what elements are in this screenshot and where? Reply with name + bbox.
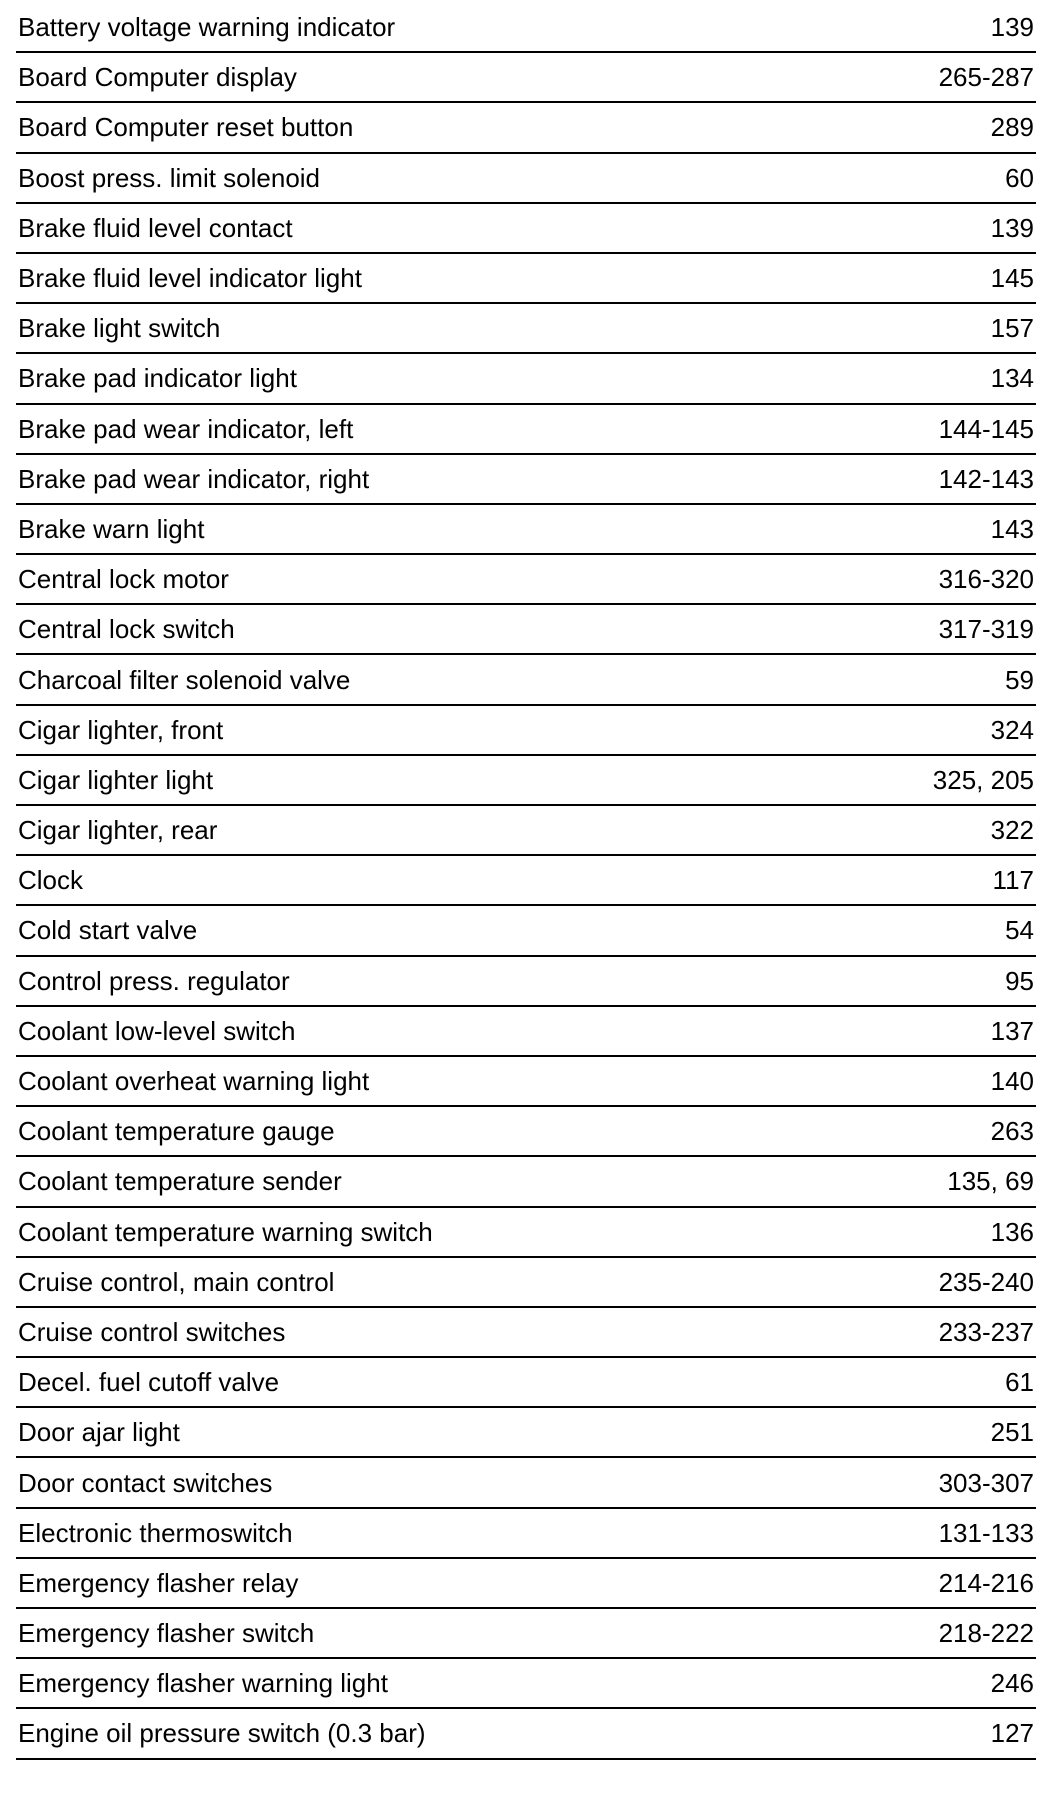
component-name: Engine oil pressure switch (0.3 bar) <box>18 1718 426 1749</box>
component-name: Charcoal filter solenoid valve <box>18 664 351 695</box>
page-reference: 59 <box>1005 664 1034 695</box>
table-row <box>16 555 1036 605</box>
table-row <box>16 53 1036 103</box>
component-name: Cigar lighter light <box>18 764 214 795</box>
table-row <box>16 1609 1036 1659</box>
page-reference: 233-237 <box>938 1316 1034 1347</box>
table-row <box>16 1408 1036 1458</box>
component-name: Clock <box>18 865 84 896</box>
table-row <box>16 204 1036 254</box>
table-row <box>16 1509 1036 1559</box>
component-name: Decel. fuel cutoff valve <box>18 1367 280 1398</box>
page-reference: 95 <box>1005 965 1034 996</box>
component-name: Cigar lighter, front <box>18 714 224 745</box>
component-name: Coolant low-level switch <box>18 1015 296 1046</box>
component-name: Coolant temperature sender <box>18 1166 342 1197</box>
page-reference: 263 <box>990 1116 1034 1147</box>
component-name: Door ajar light <box>18 1417 180 1448</box>
page-reference: 142-143 <box>938 463 1034 494</box>
page-reference: 127 <box>990 1718 1034 1749</box>
table-row <box>16 1007 1036 1057</box>
table-row <box>16 505 1036 555</box>
table-row <box>16 3 1036 53</box>
page-reference: 137 <box>990 1015 1034 1046</box>
component-name: Control press. regulator <box>18 965 290 996</box>
table-row <box>16 1358 1036 1408</box>
page-reference: 322 <box>990 815 1034 846</box>
component-name: Emergency flasher switch <box>18 1618 315 1649</box>
page-reference: 251 <box>990 1417 1034 1448</box>
page-reference: 61 <box>1005 1367 1034 1398</box>
page-reference: 214-216 <box>938 1567 1034 1598</box>
table-row <box>16 1208 1036 1258</box>
page-reference: 135, 69 <box>947 1166 1034 1197</box>
page-reference: 289 <box>990 112 1034 143</box>
page-reference: 139 <box>990 212 1034 243</box>
table-row <box>16 706 1036 756</box>
page-reference: 136 <box>990 1216 1034 1247</box>
component-name: Boost press. limit solenoid <box>18 162 321 193</box>
component-name: Cruise control, main control <box>18 1266 335 1297</box>
page-reference: 60 <box>1005 162 1034 193</box>
page-reference: 235-240 <box>938 1266 1034 1297</box>
table-row <box>16 856 1036 906</box>
component-name: Brake pad wear indicator, left <box>18 413 354 444</box>
table-row <box>16 1559 1036 1609</box>
table-row <box>16 455 1036 505</box>
table-row <box>16 1107 1036 1157</box>
page-reference: 139 <box>990 12 1034 43</box>
table-row <box>16 906 1036 956</box>
component-name: Brake fluid level indicator light <box>18 263 362 294</box>
component-name: Coolant temperature gauge <box>18 1116 335 1147</box>
page-reference: 54 <box>1005 915 1034 946</box>
table-row <box>16 1057 1036 1107</box>
page-reference: 324 <box>990 714 1034 745</box>
table-row <box>16 154 1036 204</box>
table-row <box>16 655 1036 705</box>
table-row <box>16 605 1036 655</box>
component-name: Brake pad indicator light <box>18 363 297 394</box>
table-row <box>16 254 1036 304</box>
component-name: Door contact switches <box>18 1467 273 1498</box>
component-name: Brake fluid level contact <box>18 212 293 243</box>
component-name: Cruise control switches <box>18 1316 286 1347</box>
page-reference: 316-320 <box>938 564 1034 595</box>
component-name: Cigar lighter, rear <box>18 815 218 846</box>
component-name: Electronic thermoswitch <box>18 1517 293 1548</box>
page-reference: 145 <box>990 263 1034 294</box>
table-row <box>16 1709 1036 1759</box>
table-row <box>16 103 1036 153</box>
table-row <box>16 1659 1036 1709</box>
component-name: Brake warn light <box>18 513 205 544</box>
table-row <box>16 1308 1036 1358</box>
component-name: Board Computer display <box>18 62 297 93</box>
table-row <box>16 806 1036 856</box>
page-reference: 218-222 <box>938 1618 1034 1649</box>
page-reference: 131-133 <box>938 1517 1034 1548</box>
component-name: Central lock motor <box>18 564 229 595</box>
table-row <box>16 756 1036 806</box>
table-row <box>16 1157 1036 1207</box>
table-row <box>16 405 1036 455</box>
page-reference: 317-319 <box>938 614 1034 645</box>
page-reference: 134 <box>990 363 1034 394</box>
component-name: Cold start valve <box>18 915 198 946</box>
component-name: Central lock switch <box>18 614 235 645</box>
page-reference: 144-145 <box>938 413 1034 444</box>
page-reference: 325, 205 <box>932 764 1034 795</box>
component-name: Brake pad wear indicator, right <box>18 463 370 494</box>
table-row <box>16 354 1036 404</box>
component-name: Coolant overheat warning light <box>18 1066 370 1097</box>
page-reference: 117 <box>992 865 1034 896</box>
page-reference: 246 <box>990 1668 1034 1699</box>
page-reference: 140 <box>990 1066 1034 1097</box>
component-name: Coolant temperature warning switch <box>18 1216 433 1247</box>
table-row <box>16 957 1036 1007</box>
table-row <box>16 1458 1036 1508</box>
component-index-table <box>16 3 1036 1760</box>
page-reference: 303-307 <box>938 1467 1034 1498</box>
component-name: Emergency flasher relay <box>18 1567 299 1598</box>
page-reference: 157 <box>990 313 1034 344</box>
table-row <box>16 304 1036 354</box>
component-name: Brake light switch <box>18 313 221 344</box>
page-reference: 265-287 <box>938 62 1034 93</box>
table-row <box>16 1258 1036 1308</box>
page-reference: 143 <box>990 513 1034 544</box>
component-name: Board Computer reset button <box>18 112 354 143</box>
component-name: Emergency flasher warning light <box>18 1668 388 1699</box>
component-name: Battery voltage warning indicator <box>18 12 396 43</box>
